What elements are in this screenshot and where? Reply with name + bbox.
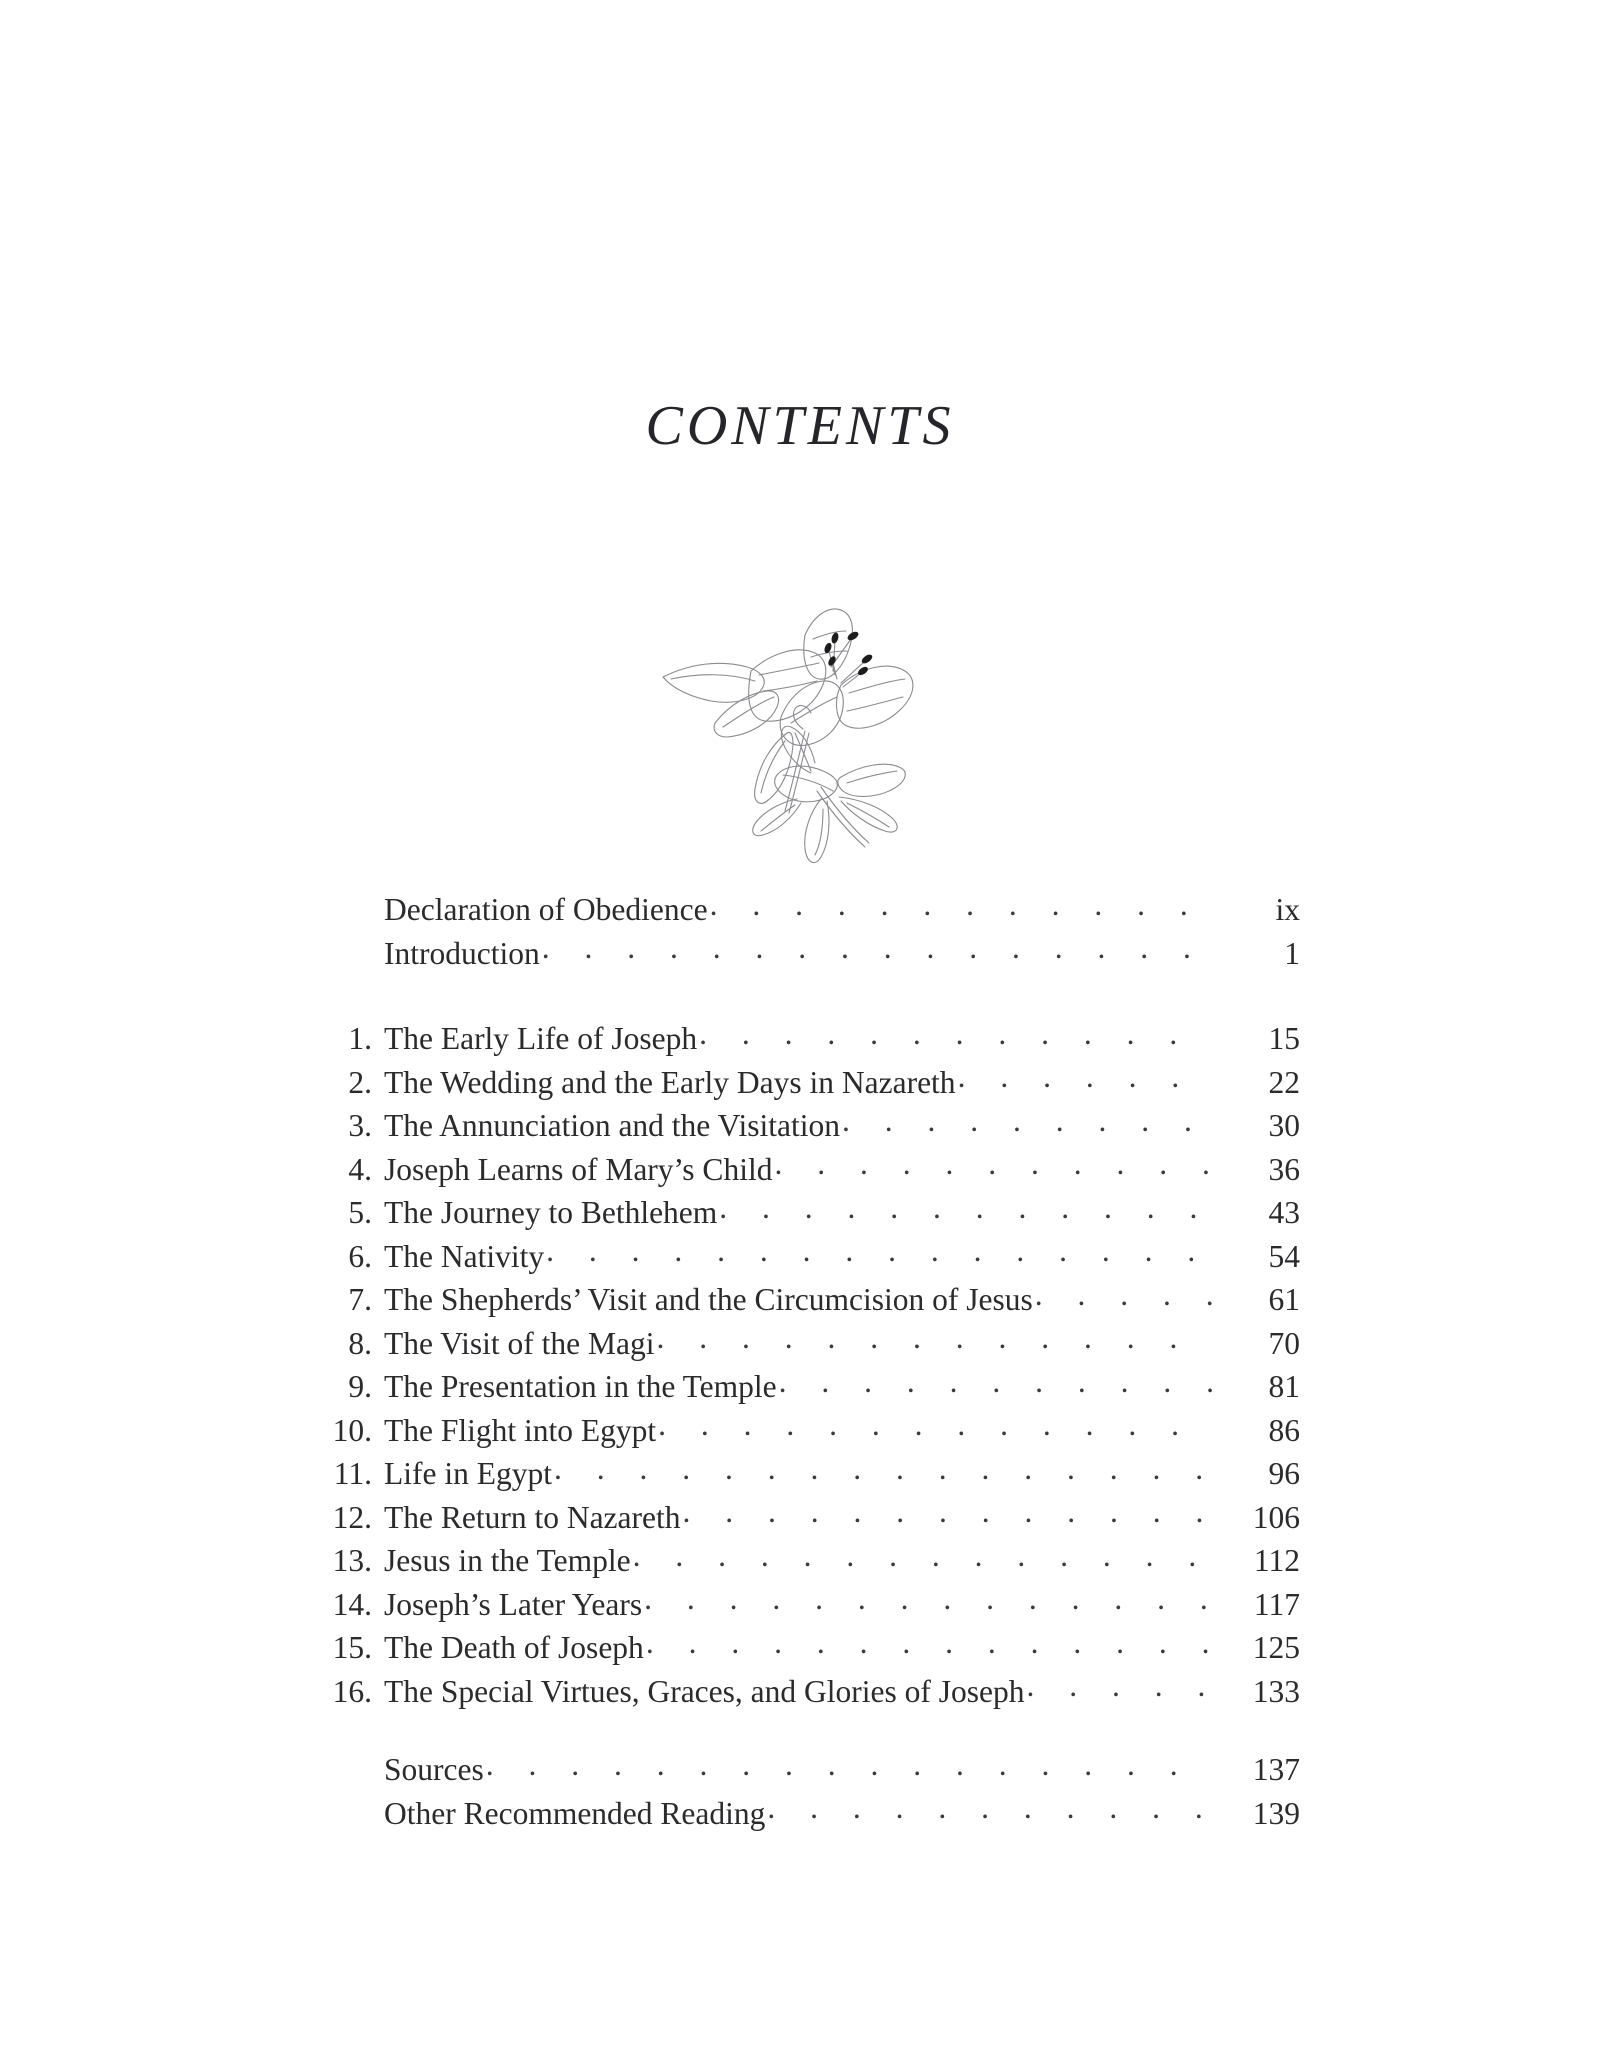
toc-entry-page: 1 <box>1284 935 1300 971</box>
dot-leader <box>554 1453 1214 1485</box>
toc-entry-page: 70 <box>1268 1325 1300 1361</box>
toc-entry-page: 22 <box>1268 1064 1300 1100</box>
toc-entry-page: 43 <box>1268 1195 1300 1230</box>
toc-entry-number: 16. <box>332 1673 372 1709</box>
toc-entry[interactable] <box>300 1365 1300 1409</box>
toc-entry-number: 15. <box>332 1630 372 1665</box>
toc-entry[interactable] <box>300 1104 1300 1148</box>
back-matter-list <box>0 1748 1600 1835</box>
toc-entry-label: Jesus in the Temple <box>384 1543 631 1578</box>
toc-entry[interactable] <box>300 1191 1300 1235</box>
toc-entry[interactable] <box>300 1322 1300 1366</box>
toc-entry-number: 7. <box>348 1282 372 1317</box>
toc-entry-number: 8. <box>348 1325 372 1361</box>
dot-leader <box>542 932 1214 964</box>
toc-entry-page: 106 <box>1252 1499 1300 1535</box>
chapter-list <box>0 1017 1600 1713</box>
toc-entry-number: 11. <box>333 1456 372 1491</box>
toc-entry-page: 139 <box>1252 1795 1300 1831</box>
toc-entry[interactable] <box>300 1539 1300 1583</box>
toc-entry-page: ix <box>1275 892 1300 927</box>
toc-entry[interactable] <box>300 1626 1300 1670</box>
toc-entry[interactable] <box>300 1278 1300 1322</box>
toc-entry[interactable] <box>300 1792 1300 1836</box>
toc-entry-number: 9. <box>348 1369 372 1404</box>
toc-entry-label: The Visit of the Magi <box>384 1325 655 1361</box>
dot-leader <box>644 1583 1214 1615</box>
toc-entry-label: Sources <box>384 1752 484 1787</box>
toc-entry-page: 81 <box>1268 1369 1300 1404</box>
toc-entry-label: The Flight into Egypt <box>384 1412 657 1448</box>
toc-entry-label: The Wedding and the Early Days in Nazareth <box>384 1064 956 1100</box>
toc-entry-number: 1. <box>348 1021 372 1056</box>
toc-entry-page: 36 <box>1268 1151 1300 1187</box>
toc-entry-label: The Return to Nazareth <box>384 1499 681 1535</box>
toc-entry[interactable] <box>300 1452 1300 1496</box>
toc-entry[interactable] <box>300 1235 1300 1279</box>
toc-entry-label: Declaration of Obedience <box>384 892 708 927</box>
toc-entry-label: The Death of Joseph <box>384 1630 644 1665</box>
dot-leader <box>767 1792 1214 1824</box>
toc-entry[interactable] <box>300 1409 1300 1453</box>
dot-leader <box>546 1235 1214 1267</box>
dot-leader <box>1026 1670 1214 1702</box>
toc-entry-page: 86 <box>1268 1412 1300 1448</box>
toc-entry[interactable] <box>300 888 1300 932</box>
front-matter-list <box>0 888 1600 975</box>
dot-leader <box>719 1192 1214 1224</box>
toc-entry-number: 3. <box>348 1108 372 1143</box>
dot-leader <box>710 889 1214 921</box>
toc-entry-label: The Special Virtues, Graces, and Glories of Joseph <box>384 1673 1025 1709</box>
toc-entry-label: The Early Life of Joseph <box>384 1021 698 1056</box>
toc-entry-page: 15 <box>1268 1021 1300 1056</box>
toc-entry-number: 5. <box>348 1195 372 1230</box>
toc-entry-label: The Journey to Bethlehem <box>384 1195 718 1230</box>
toc-entry-number: 13. <box>332 1543 372 1578</box>
toc-entry[interactable] <box>300 1017 1300 1061</box>
dot-leader <box>657 1322 1215 1354</box>
toc-entry-page: 117 <box>1253 1586 1300 1622</box>
toc-entry-label: Joseph Learns of Mary’s Child <box>384 1151 773 1187</box>
dot-leader <box>699 1018 1214 1050</box>
toc-entry-label: The Shepherds’ Visit and the Circumcision of Jesus <box>384 1282 1033 1317</box>
toc-entry-number: 4. <box>348 1151 372 1187</box>
toc-entry-number: 2. <box>348 1064 372 1100</box>
dot-leader <box>633 1540 1214 1572</box>
dot-leader <box>646 1627 1214 1659</box>
toc-entry-label: The Presentation in the Temple <box>384 1369 777 1404</box>
toc-entry[interactable] <box>300 1583 1300 1627</box>
toc-entry-number: 12. <box>332 1499 372 1535</box>
dot-leader <box>958 1061 1214 1093</box>
dot-leader <box>774 1148 1214 1180</box>
toc-entry-label: Life in Egypt <box>384 1456 552 1491</box>
toc-entry-label: Joseph’s Later Years <box>384 1586 643 1622</box>
toc-entry-page: 112 <box>1253 1543 1300 1578</box>
dot-leader <box>486 1749 1214 1781</box>
toc-entry-page: 125 <box>1252 1630 1300 1665</box>
toc-entry-page: 96 <box>1268 1456 1300 1491</box>
lily-flower-ornament <box>655 605 945 865</box>
toc-entry-page: 54 <box>1268 1238 1300 1274</box>
dot-leader <box>779 1366 1214 1398</box>
toc-entry-label: The Annunciation and the Visitation <box>384 1108 840 1143</box>
dot-leader <box>683 1496 1215 1528</box>
dot-leader <box>842 1105 1214 1137</box>
dot-leader <box>1035 1279 1214 1311</box>
toc-entry[interactable] <box>300 1670 1300 1714</box>
toc-entry-label: Introduction <box>384 935 540 971</box>
toc-entry[interactable] <box>300 1496 1300 1540</box>
dot-leader <box>658 1409 1214 1441</box>
toc-entry-number: 10. <box>332 1412 372 1448</box>
toc-entry-page: 133 <box>1252 1673 1300 1709</box>
toc-entry[interactable] <box>300 932 1300 976</box>
toc-entry[interactable] <box>300 1061 1300 1105</box>
toc-entry-page: 137 <box>1252 1752 1300 1787</box>
toc-entry-page: 30 <box>1268 1108 1300 1143</box>
toc-entry-page: 61 <box>1268 1282 1300 1317</box>
toc-entry-number: 6. <box>348 1238 372 1274</box>
page-title: CONTENTS <box>645 395 955 457</box>
toc-entry[interactable] <box>300 1748 1300 1792</box>
toc-entry-label: The Nativity <box>384 1238 545 1274</box>
toc-entry[interactable] <box>300 1148 1300 1192</box>
toc-entry-label: Other Recommended Reading <box>384 1795 766 1831</box>
toc-entry-number: 14. <box>332 1586 372 1622</box>
